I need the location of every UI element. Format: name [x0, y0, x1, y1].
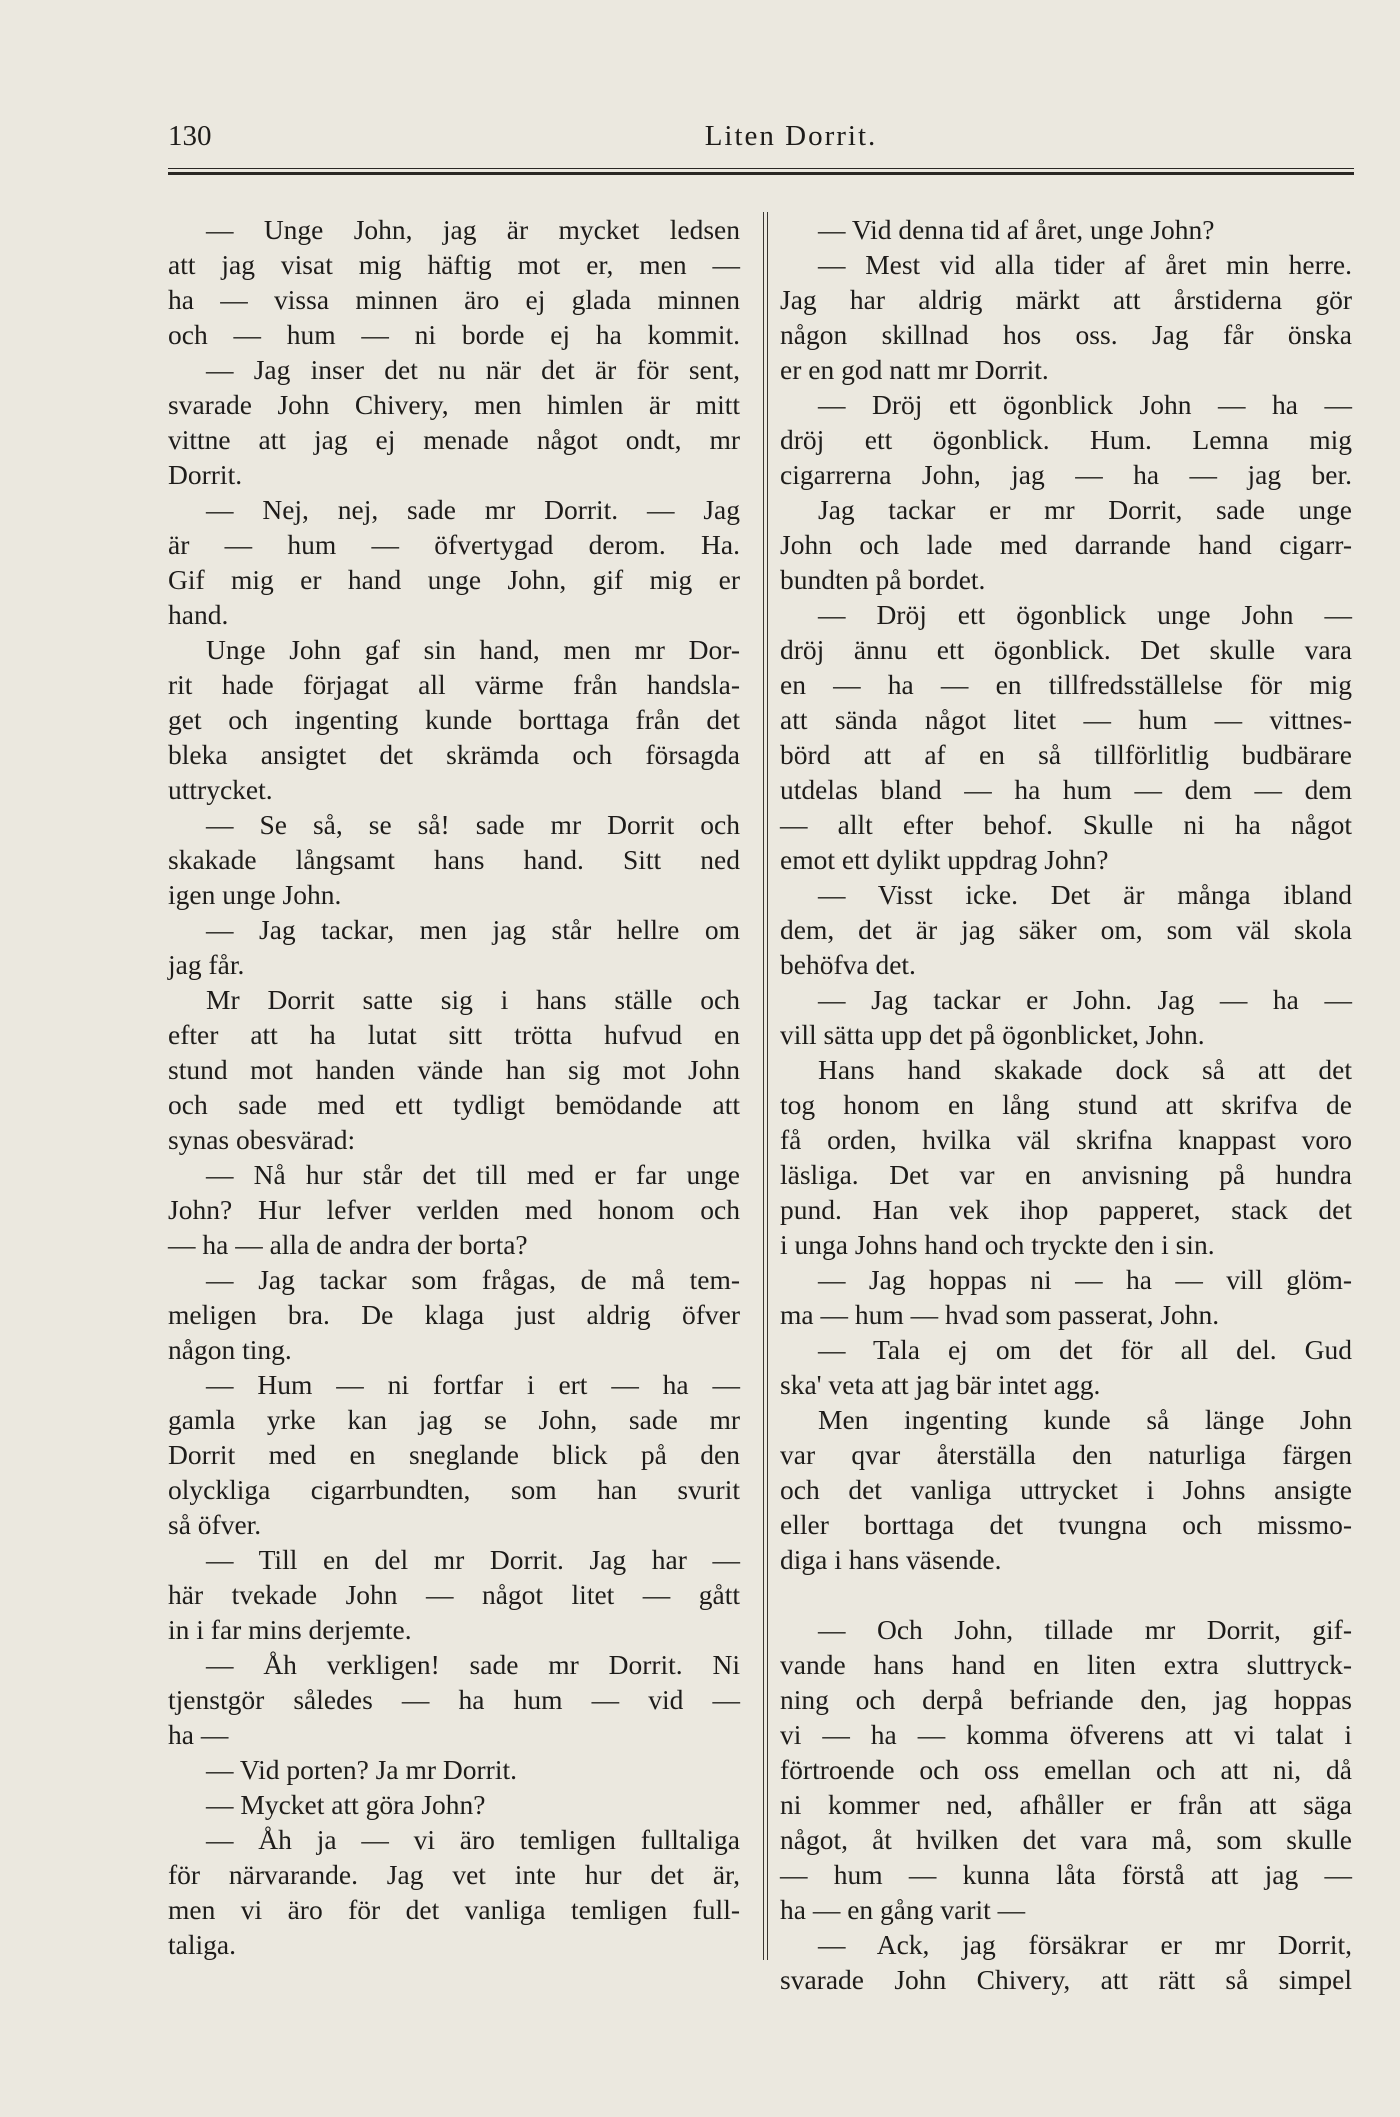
- text-line: diga i hans väsende.: [780, 1544, 1002, 1575]
- text-line: svarade John Chivery, att rätt så simpel: [780, 1964, 1352, 1995]
- text-line: cigarrerna John, jag — ha — jag ber.: [780, 459, 1352, 490]
- text-line: något, åt hvilken det vara må, som skulle: [780, 1824, 1352, 1855]
- text-line: Men ingenting kunde så länge John: [818, 1404, 1352, 1435]
- text-line: ni kommer ned, afhåller er från att säga: [780, 1789, 1352, 1820]
- text-line: vi — ha — komma öfverens att vi talat i: [780, 1719, 1352, 1750]
- text-line: gamla yrke kan jag se John, sade mr: [168, 1404, 740, 1435]
- text-line: är — hum — öfvertygad derom. Ha.: [168, 529, 740, 560]
- text-line: för närvarande. Jag vet inte hur det är,: [168, 1859, 740, 1890]
- text-line: olyckliga cigarrbundten, som han svurit: [168, 1474, 740, 1505]
- text-line: att jag visat mig häftig mot er, men —: [168, 249, 740, 280]
- text-line: stund mot handen vände han sig mot John: [168, 1054, 740, 1085]
- text-line: — Visst icke. Det är många ibland: [818, 879, 1352, 910]
- text-line: ha — en gång varit —: [780, 1894, 1026, 1925]
- text-line: emot ett dylikt uppdrag John?: [780, 844, 1109, 875]
- text-line: hand.: [168, 599, 229, 630]
- text-line: — ha — alla de andra der borta?: [168, 1229, 528, 1260]
- text-line: tog honom en lång stund att skrifva de: [780, 1089, 1352, 1120]
- text-line: synas obesvärad:: [168, 1124, 356, 1155]
- text-line: och — hum — ni borde ej ha kommit.: [168, 319, 740, 350]
- text-line: in i far mins derjemte.: [168, 1614, 412, 1645]
- text-line: vill sätta upp det på ögonblicket, John.: [780, 1019, 1205, 1050]
- text-line: ning och derpå befriande den, jag hoppas: [780, 1684, 1352, 1715]
- text-line: taliga.: [168, 1929, 236, 1960]
- text-line: John och lade med darrande hand cigarr-: [780, 529, 1352, 560]
- text-line: — Unge John, jag är mycket ledsen: [206, 214, 740, 245]
- text-line: bleka ansigtet det skrämda och försagda: [168, 739, 740, 770]
- text-line: behöfva det.: [780, 949, 916, 980]
- text-line: uttrycket.: [168, 774, 273, 805]
- text-line: att sända något litet — hum — vittnes-: [780, 704, 1352, 735]
- text-line: och det vanliga uttrycket i Johns ansigte: [780, 1474, 1352, 1505]
- text-line: dröj ännu ett ögonblick. Det skulle vara: [780, 634, 1352, 665]
- text-line: en — ha — en tillfredsställelse för mig: [780, 669, 1352, 700]
- header-rule-thin: [168, 168, 1354, 169]
- right-column: [780, 212, 1352, 1997]
- text-line: eller borttaga det tvungna och missmo-: [780, 1509, 1352, 1540]
- text-line: — Dröj ett ögonblick unge John —: [818, 599, 1352, 630]
- text-line: — Ack, jag försäkrar er mr Dorrit,: [818, 1929, 1352, 1960]
- text-line: men vi äro för det vanliga temligen full-: [168, 1894, 740, 1925]
- text-line: läsliga. Det var en anvisning på hundra: [780, 1159, 1352, 1190]
- text-line: jag får.: [168, 949, 245, 980]
- text-line: — Nej, nej, sade mr Dorrit. — Jag: [206, 494, 740, 525]
- text-line: — hum — kunna låta förstå att jag —: [780, 1859, 1352, 1890]
- text-line: vande hans hand en liten extra sluttryck-: [780, 1649, 1352, 1680]
- text-line: — Och John, tillade mr Dorrit, gif-: [818, 1614, 1352, 1645]
- text-line: Jag tackar er mr Dorrit, sade unge: [818, 494, 1352, 525]
- text-line: John? Hur lefver verlden med honom och: [168, 1194, 740, 1225]
- text-line: rit hade förjagat all värme från handsla-: [168, 669, 740, 700]
- text-line: så öfver.: [168, 1509, 262, 1540]
- text-line: utdelas bland — ha hum — dem — dem: [780, 774, 1352, 805]
- text-line: Hans hand skakade dock så att det: [818, 1054, 1352, 1085]
- text-line: — Jag inser det nu när det är för sent,: [206, 354, 740, 385]
- text-line: — Mycket att göra John?: [206, 1789, 486, 1820]
- text-line: Gif mig er hand unge John, gif mig er: [168, 564, 740, 595]
- text-line: var qvar återställa den naturliga färgen: [780, 1439, 1352, 1470]
- text-line: ma — hum — hvad som passerat, John.: [780, 1299, 1220, 1330]
- text-line: Mr Dorrit satte sig i hans ställe och: [206, 984, 740, 1015]
- text-line: här tvekade John — något litet — gått: [168, 1579, 740, 1610]
- text-line: någon ting.: [168, 1334, 292, 1365]
- text-line: — Nå hur står det till med er far unge: [206, 1159, 740, 1190]
- text-line: — Åh ja — vi äro temligen fulltaliga: [206, 1824, 740, 1855]
- text-line: [780, 1577, 1352, 1612]
- text-line: Dorrit med en sneglande blick på den: [168, 1439, 740, 1470]
- text-line: förtroende och oss emellan och att ni, då: [780, 1754, 1352, 1785]
- text-line: svarade John Chivery, men himlen är mitt: [168, 389, 740, 420]
- text-line: — Tala ej om det för all del. Gud: [818, 1334, 1352, 1365]
- text-line: — Vid denna tid af året, unge John?: [818, 214, 1215, 245]
- text-line: ska' veta att jag bär intet agg.: [780, 1369, 1101, 1400]
- text-line: meligen bra. De klaga just aldrig öfver: [168, 1299, 740, 1330]
- text-line: er en god natt mr Dorrit.: [780, 354, 1049, 385]
- text-line: — allt efter behof. Skulle ni ha något: [780, 809, 1352, 840]
- text-line: — Åh verkligen! sade mr Dorrit. Ni: [206, 1649, 740, 1680]
- text-line: — Vid porten? Ja mr Dorrit.: [206, 1754, 517, 1785]
- text-line: skakade långsamt hans hand. Sitt ned: [168, 844, 740, 875]
- left-column: [168, 212, 740, 1962]
- column-divider-inner: [767, 212, 768, 1960]
- column-divider: [763, 212, 764, 1960]
- text-line: get och ingenting kunde borttaga från det: [168, 704, 740, 735]
- text-line: Dorrit.: [168, 459, 243, 490]
- text-line: pund. Han vek ihop papperet, stack det: [780, 1194, 1352, 1225]
- text-line: bundten på bordet.: [780, 564, 986, 595]
- text-line: börd att af en så tillförlitlig budbärare: [780, 739, 1352, 770]
- text-line: — Mest vid alla tider af året min herre.: [818, 249, 1352, 280]
- text-line: i unga Johns hand och tryckte den i sin.: [780, 1229, 1215, 1260]
- text-line: Unge John gaf sin hand, men mr Dor-: [206, 634, 740, 665]
- header-rule-thick: [168, 172, 1354, 175]
- text-line: — Till en del mr Dorrit. Jag har —: [206, 1544, 740, 1575]
- text-line: — Se så, se så! sade mr Dorrit och: [206, 809, 740, 840]
- running-title: Liten Dorrit.: [704, 120, 878, 152]
- text-line: ha — vissa minnen äro ej glada minnen: [168, 284, 740, 315]
- text-line: och sade med ett tydligt bemödande att: [168, 1089, 740, 1120]
- text-line: dröj ett ögonblick. Hum. Lemna mig: [780, 424, 1352, 455]
- page-number: 130: [168, 120, 212, 152]
- text-line: tjenstgör således — ha hum — vid —: [168, 1684, 740, 1715]
- text-line: — Jag tackar som frågas, de må tem-: [206, 1264, 740, 1295]
- text-line: Jag har aldrig märkt att årstiderna gör: [780, 284, 1352, 315]
- text-line: någon skillnad hos oss. Jag får önska: [780, 319, 1352, 350]
- text-line: ha —: [168, 1719, 229, 1750]
- text-line: — Hum — ni fortfar i ert — ha —: [206, 1369, 740, 1400]
- text-line: — Jag tackar, men jag står hellre om: [206, 914, 740, 945]
- running-head: [168, 120, 1354, 160]
- text-line: — Jag tackar er John. Jag — ha —: [818, 984, 1352, 1015]
- text-line: igen unge John.: [168, 879, 342, 910]
- text-line: få orden, hvilka väl skrifna knappast voro: [780, 1124, 1352, 1155]
- text-line: efter att ha lutat sitt trötta hufvud en: [168, 1019, 740, 1050]
- text-line: — Jag hoppas ni — ha — vill glöm-: [818, 1264, 1352, 1295]
- text-line: vittne att jag ej menade något ondt, mr: [168, 424, 740, 455]
- text-line: — Dröj ett ögonblick John — ha —: [818, 389, 1352, 420]
- text-line: dem, det är jag säker om, som väl skola: [780, 914, 1352, 945]
